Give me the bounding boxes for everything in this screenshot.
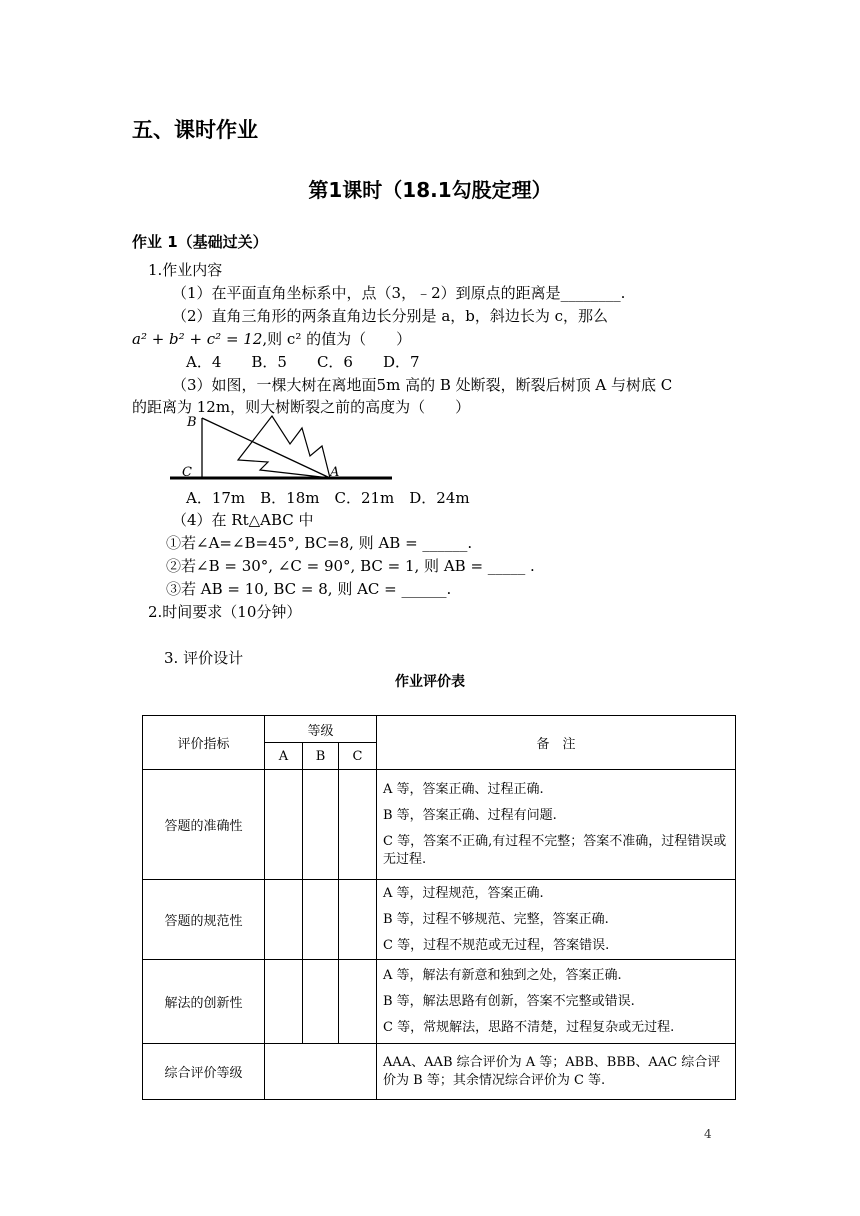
question-2-line2 [132, 328, 411, 349]
question-4-1: ①若∠A=∠B=45°, BC=8, 则 AB = ______. [166, 534, 473, 552]
page-number: 4 [704, 1127, 712, 1141]
row-remarks [377, 960, 736, 1044]
remark-line: A 等，过程规范，答案正确. [383, 885, 544, 901]
table-row [143, 880, 736, 960]
question-2-options: A．4 B．5 C．6 D．7 [186, 353, 420, 371]
evaluation-table [142, 715, 736, 1100]
grade-cell [265, 960, 303, 1044]
remark-line: B 等，答案正确、过程有问题. [383, 807, 557, 823]
grade-cell [303, 960, 339, 1044]
remark-line: B 等，解法思路有创新，答案不完整或错误. [383, 993, 635, 1009]
header-grade-c: C [339, 743, 377, 770]
label-C: C [182, 465, 192, 480]
grade-cell [339, 880, 377, 960]
fallen-tree-line [202, 418, 330, 478]
remark-line: B 等，过程不够规范、完整，答案正确. [383, 911, 609, 927]
item2-time: 2.时间要求（10分钟） [148, 603, 302, 621]
q2-rest: ,则 c² 的值为（ ） [262, 330, 412, 348]
summary-grade-cell [265, 1044, 377, 1100]
question-3-line1: （3）如图，一棵大树在离地面5m 高的 B 处断裂，断裂后树顶 A 与树底 C [172, 376, 673, 394]
question-4-3: ③若 AB = 10, BC = 8, 则 AC = ______. [166, 580, 452, 598]
row-name: 解法的创新性 [143, 960, 265, 1044]
item1-label: 1.作业内容 [148, 261, 223, 279]
header-grade-a: A [265, 743, 303, 770]
row-remarks [377, 770, 736, 880]
table-row [143, 960, 736, 1044]
header-grade-b: B [303, 743, 339, 770]
grade-cell [303, 770, 339, 880]
section-title: 五、课时作业 [132, 118, 258, 142]
grade-cell [265, 770, 303, 880]
row-name: 答题的准确性 [143, 770, 265, 880]
header-grade: 等级 [265, 716, 377, 743]
summary-remark [377, 1044, 736, 1100]
homework-title: 作业 1（基础过关） [132, 233, 268, 251]
label-B: B [187, 415, 197, 430]
header-indicator: 评价指标 [143, 716, 265, 770]
tree-figure [170, 410, 400, 486]
q2-formula: a² + b² + c² = 12 [132, 330, 263, 348]
lesson-title: 第1课时（18.1勾股定理） [308, 178, 552, 202]
question-1: （1）在平面直角坐标系中，点（3，﹣2）到原点的距离是________. [172, 284, 626, 302]
summary-remark-text: AAA、AAB 综合评价为 A 等；ABB、BBB、AAC 综合评价为 B 等；其余情况综合评价为 C 等. [383, 1054, 721, 1088]
row-name: 答题的规范性 [143, 880, 265, 960]
table-row [143, 770, 736, 880]
question-4-2: ②若∠B = 30°, ∠C = 90°, BC = 1, 则 AB = _____ . [166, 557, 535, 575]
remark-line: C 等，答案不正确,有过程不完整；答案不准确，过程错误或无过程. [383, 833, 727, 867]
question-3-line2: 的距离为 12m，则大树断裂之前的高度为（ ） [132, 398, 471, 416]
remark-line: A 等，答案正确、过程正确. [383, 781, 544, 797]
summary-row [143, 1044, 736, 1100]
grade-cell [339, 770, 377, 880]
remark-line: C 等，过程不规范或无过程，答案错误. [383, 937, 610, 953]
question-3-options: A．17m B．18m C．21m D．24m [186, 489, 470, 507]
header-remark: 备 注 [377, 716, 736, 770]
label-A: A [330, 465, 340, 480]
grade-cell [339, 960, 377, 1044]
question-4-title: （4）在 Rt△ABC 中 [172, 511, 314, 529]
row-remarks [377, 880, 736, 960]
grade-cell [303, 880, 339, 960]
item3-eval: 3. 评价设计 [164, 649, 244, 667]
table-title: 作业评价表 [395, 674, 465, 690]
summary-name: 综合评价等级 [143, 1044, 265, 1100]
grade-cell [265, 880, 303, 960]
question-2-line1: （2）直角三角形的两条直角边长分别是 a，b，斜边长为 c，那么 [172, 307, 609, 325]
remark-line: C 等，常规解法，思路不清楚，过程复杂或无过程. [383, 1019, 675, 1035]
remark-line: A 等，解法有新意和独到之处，答案正确. [383, 967, 622, 983]
tree-crown [238, 416, 330, 478]
